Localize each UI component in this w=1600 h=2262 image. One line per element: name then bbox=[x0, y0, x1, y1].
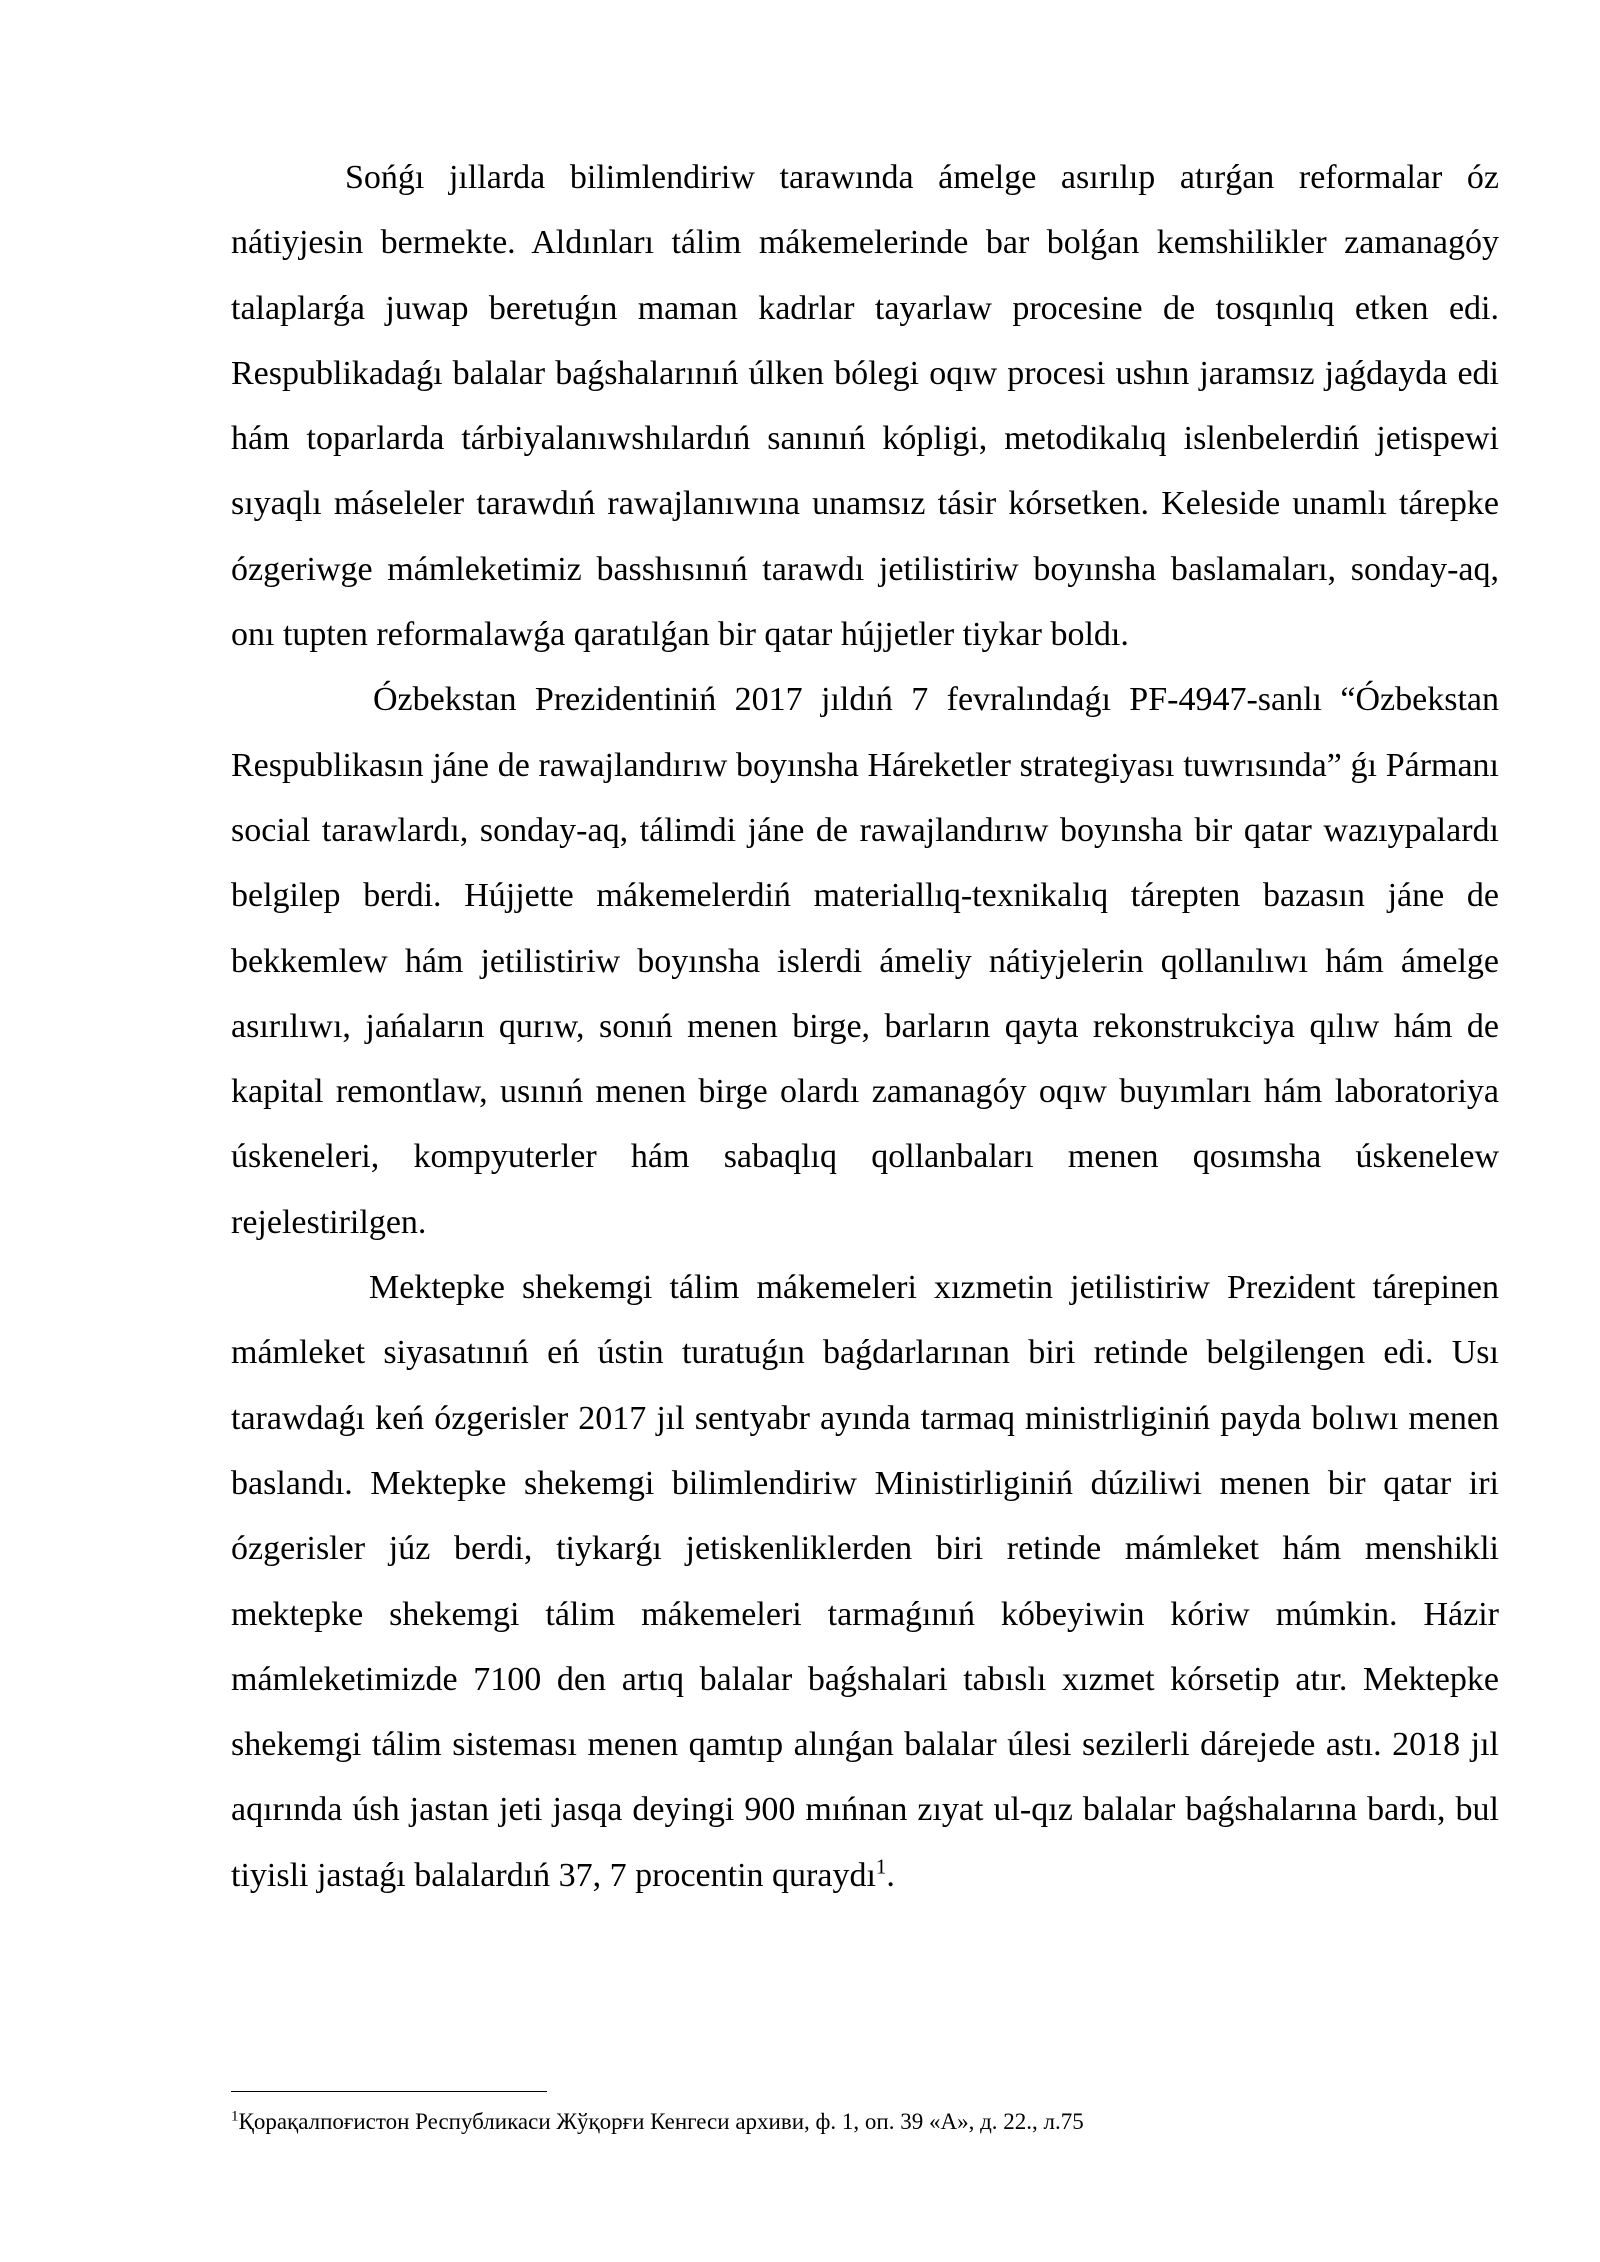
footnote bbox=[231, 2106, 1499, 2138]
paragraph-1 bbox=[231, 145, 1499, 667]
footnote-reference[interactable]: 1 bbox=[875, 1854, 887, 1879]
paragraph-2-text: Ózbekstan Prezidentiniń 2017 jıldıń 7 fevralındaǵı PF-4947-sanlı “Ózbekstan Respublikasın jáne de rawajlandırıw boyınsha Háreketler strategiyası tuwrısında” ǵı Pármanı social tarawlardı, sonday-aq, tálimdi jáne de rawajlandırıw boyınsha bir qatar wazıypalardı belgilep berdi. Hújjette mákemelerdiń materiallıq-texnikalıq tárepten bazasın jáne de bekkemlew hám jetilistiriw boyınsha islerdi ámeliy nátiyjelerin qollanılıwı hám ámelge asırılıwı, jańaların qurıw, sonıń menen birge, barların qayta rekonstrukciya qılıw hám de kapital remontlaw, usınıń menen birge olardı zamanagóy oqıw buyımları hám laboratoriya úskeneleri, kompyuterler hám sabaqlıq qollanbaları menen qosımsha úskenelew rejelestirilgen. bbox=[231, 681, 1499, 1241]
paragraph-2 bbox=[231, 667, 1499, 1255]
paragraph-1-text: Sońǵı jıllarda bilimlendiriw tarawında ámelge asırılıp atırǵan reformalar óz nátiyjesin bermekte. Aldınları tálim mákemelerinde bar bolǵan kemshilikler zamanagóy talaplarǵa juwap beretuǵın maman kadrlar tayarlaw procesine de tosqınlıq etken edi. Respublikadaǵı balalar baǵshalarınıń úlken bólegi oqıw procesi ushın jaramsız jaǵdayda edi hám toparlarda tárbiyalanıwshılardıń sanınıń kópligi, metodikalıq islenbelerdiń jetispewi sıyaqlı máseleler tarawdıń rawajlanıwına unamsız tásir kórsetken. Keleside unamlı tárepke ózgeriwge mámleketimiz basshısınıń tarawdı jetilistiriw boyınsha baslamaları, sonday-aq, onı tupten reformalawǵa qaratılǵan bir qatar hújjetler tiykar boldı. bbox=[231, 159, 1499, 654]
footnote-mark: 1 bbox=[231, 2108, 239, 2125]
footnote-text: Қорақалпоғистон Республикаси Жўқорғи Кенгеси архиви, ф. 1, оп. 39 «А», д. 22., л.75 bbox=[238, 2109, 1084, 2134]
paragraph-3 bbox=[231, 1255, 1499, 1908]
paragraph-3-end: . bbox=[886, 1856, 895, 1894]
document-body bbox=[231, 145, 1499, 1908]
footnote-separator bbox=[231, 2091, 547, 2092]
paragraph-3-text: Mektepke shekemgi tálim mákemeleri xızmetin jetilistiriw Prezident tárepinen mámleket siyasatınıń eń ústin turatuǵın baǵdarlarınan biri retinde belgilengen edi. Usı tarawdaǵı keń ózgerisler 2017 jıl sentyabr ayında tarmaq ministrliginiń payda bolıwı menen baslandı. Mektepke shekemgi bilimlendiriw Ministirliginiń dúziliwi menen bir qatar iri ózgerisler júz berdi, tiykarǵı jetiskenliklerden biri retinde mámleket hám menshikli mektepke shekemgi tálim mákemeleri tarmaǵınıń kóbeyiwin kóriw múmkin. Házir mámleketimizde 7100 den artıq balalar baǵshalari tabıslı xızmet kórsetip atır. Mektepke shekemgi tálim sisteması menen qamtıp alınǵan balalar úlesi sezilerli dárejede astı. 2018 jıl aqırında úsh jastan jeti jasqa deyingi 900 mıńnan zıyat ul-qız balalar baǵshalarına bardı, bul tiyisli jastaǵı balalardıń 37, 7 procentin quraydı bbox=[231, 1269, 1499, 1894]
